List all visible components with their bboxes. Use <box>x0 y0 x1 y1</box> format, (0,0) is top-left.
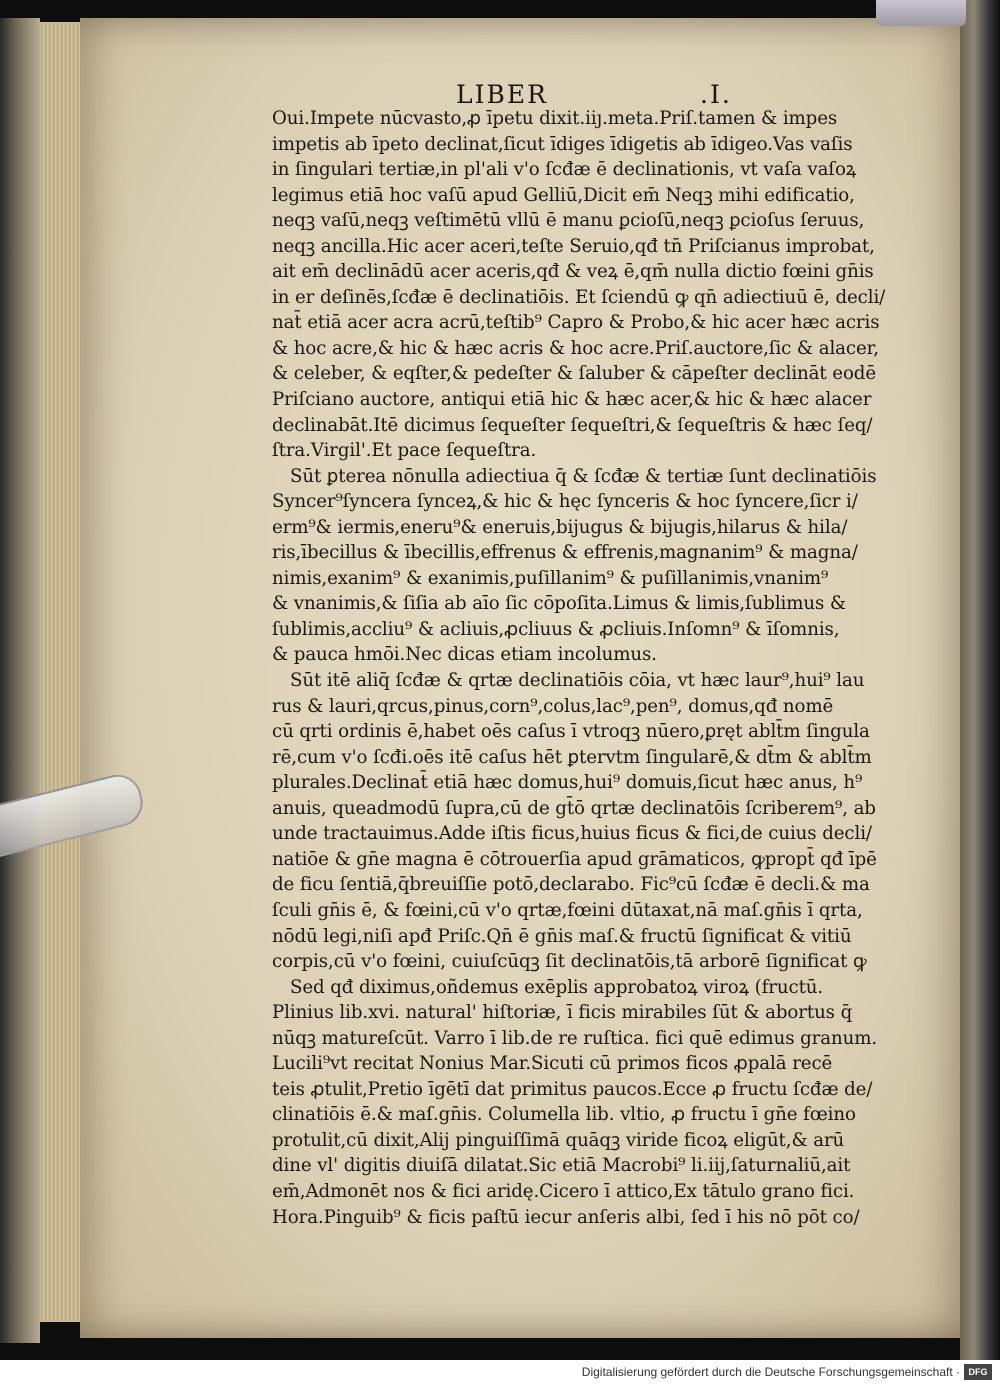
text-line: corpis,cū v'o fœini, cuiuſcūqꝫ ſit declinatōis,tā arborē ſignificat ꝙ <box>272 951 867 973</box>
text-line: nimis,exanim⁹ & exanimis,puſillanim⁹ & puſillanimis,vnanim⁹ <box>272 567 829 589</box>
text-line: impetis ab īpeto declinat,ſicut īdiges īdigetis ab īdigeo.Vas vaſis <box>272 133 853 155</box>
text-line: in er deſinēs,ſcđæ ē declinatiōis. Et ſciendū ꝙ qn̄ adiectiuū ē, decli/ <box>272 286 886 308</box>
text-line: declinabāt.Itē dicimus ſequeſter ſequeſtri,& ſequeſtris & hæc ſeq/ <box>272 414 873 436</box>
footer-credit: Digitalisierung gefördert durch die Deutsche Forschungsgemeinschaft · <box>581 1365 960 1379</box>
running-head-folio: .I. <box>700 80 732 109</box>
text-line: & pauca hmōi.Nec dicas etiam incolumus. <box>272 644 657 666</box>
left-cover-edge <box>0 18 40 1343</box>
text-line: nūqꝫ matureſcūt. Varro ī lib.de re ruſtica. fici quē edimus granum. <box>272 1027 878 1049</box>
text-line: teis ꝓtulit,Pretio īgētī dat primitus paucos.Ecce ꝓ fructu ſcđæ de/ <box>272 1078 873 1100</box>
text-line: erm⁹& iermis,eneru⁹& eneruis,bijugus & bijugis,hilarus & hila/ <box>272 516 848 538</box>
bookmark-ribbon <box>876 0 966 26</box>
text-line: cū qrti ordinis ē,habet oēs caſus ī vtroqꝫ nūero,ꝑręt ablt̄m ſingula <box>272 721 870 743</box>
text-line: ſtra.Virgil'.Et pace ſequeſtra. <box>272 440 537 462</box>
footer-bar <box>0 1360 1000 1385</box>
text-line: protulit,cū dixit,Alij pinguiſſimā quāqꝫ viride ficoꝝ eligūt,& arū <box>272 1129 845 1151</box>
text-line: unde tractauimus.Adde iſtis ficus,huius ficus & fici,de cuius decli/ <box>272 823 872 845</box>
text-line: nat̄ etiā acer acra acrū,teſtib⁹ Capro & Probo,& hic acer hæc acris <box>272 312 880 334</box>
text-line: anuis, queadmodū ſupra,cū de gt̄ō qrtæ declinatōis ſcriberem⁹, ab <box>272 797 876 819</box>
text-line: rus & lauri,qrcus,pinus,corn⁹,colus,lac⁹,pen⁹, domus,qđ nomē <box>272 695 834 717</box>
text-line: plurales.Declinat̄ etiā hæc domus,hui⁹ domuis,ſicut hæc anus, h⁹ <box>272 772 863 794</box>
text-line: nōdū legi,niſi apđ Priſc.Qn̄ ē gn̄is maſ.& fructū ſignificat & vitiū <box>272 925 852 947</box>
text-line: natiōe & gn̄e magna ē cōtrouerſia apud grāmaticos, ꝙpropt̄ qđ īpē <box>272 848 877 870</box>
text-line: Sūt itē aliq̄ ſcđæ & qrtæ declinatiōis cōia, vt hæc laur⁹,hui⁹ lau <box>290 670 865 692</box>
text-line: Hora.Pinguib⁹ & ficis paſtū iecur anſeris albi, ſed ī his nō pōt co/ <box>272 1206 860 1228</box>
text-line: neqꝫ vaſū,neqꝫ veſtimētū vllū ē manu ꝑcioſū,neqꝫ ꝑcioſus ſeruus, <box>272 210 865 232</box>
text-line: ris,ībecillus & ībecillis,effrenus & effrenis,magnanim⁹ & magna/ <box>272 542 858 564</box>
text-line: legimus etiā hoc vaſū apud Gelliū,Dicit em̄ Neqꝫ mihi edificatio, <box>272 184 855 206</box>
text-line: & hoc acre,& hic & hæc acris & hoc acre.Priſ.auctore,ſic & alacer, <box>272 337 879 359</box>
text-line: Sed qđ diximus,oñdemus exēplis approbatoꝝ viroꝝ (fructū. <box>290 976 824 998</box>
text-line: de ficu ſentiā,q̄breuiſſie potō,declarabo. Fic⁹cū ſcđæ ē decli.& ma <box>272 874 870 896</box>
text-line: ſublimis,accliu⁹ & acliuis,ꝓcliuus & ꝓcliuis.Inſomn⁹ & īſomnis, <box>272 618 840 640</box>
text-line: in ſingulari tertiæ,in pl'ali v'o ſcđæ ē declinationis, vt vaſa vaſoꝝ <box>272 159 857 181</box>
text-line: & vnanimis,& ſiſia ab aīo ſic cōpoſita.Limus & limis,ſublimus & <box>272 593 847 615</box>
book-spine <box>960 0 1000 1360</box>
text-line: em̄,Admonēt nos & fici aridę.Cicero ī attico,Ex tātulo grano fici. <box>272 1180 855 1202</box>
text-line: Oui.Impete nūcvasto,ꝓ īpetu dixit.iiȷ.meta.Priſ.tamen & impes <box>272 108 838 129</box>
text-line: & celeber, & eqſter,& pedeſter & ſaluber & cāpeſter declināt eodē <box>272 363 877 385</box>
text-line: clinatiōis ē.& maſ.gn̄is. Columella lib. vltio, ꝓ fructu ī gn̄e fœino <box>272 1104 856 1126</box>
text-line: Sūt ꝑterea nōnulla adiectiua q̄ & ſcđæ & tertiæ ſunt declinatiōis <box>290 465 877 487</box>
text-line: ſculi gn̄is ē, & fœini,cū v'o qrtæ,fœini dūtaxat,nā maſ.gn̄is ī qrta, <box>272 899 863 921</box>
text-column <box>272 106 922 1230</box>
dfg-logo: DFG <box>964 1364 992 1380</box>
text-line: Lucili⁹vt recitat Nonius Mar.Sicuti cū primos ficos ꝓpalā recē <box>272 1053 833 1075</box>
text-line: Priſciano auctore, antiqui etiā hic & hæc acer,& hic & hæc alacer <box>272 389 872 411</box>
running-head-title: LIBER <box>456 80 548 109</box>
text-line: ait em̄ declinādū acer aceris,qđ & veꝝ ē,qm̄ nulla dictio fœini gn̄is <box>272 261 874 283</box>
text-line: Plinius lib.xvi. natural' hiſtoriæ, ī ficis mirabiles ſūt & abortus q̄ <box>272 1002 853 1024</box>
text-line: Syncer⁹ſyncera ſynceꝝ,& hic & hęc ſynceris & hoc ſyncere,ſicr i/ <box>272 491 858 513</box>
text-line: neqꝫ ancilla.Hic acer aceri,teſte Seruio,qđ tn̄ Priſcianus improbat, <box>272 235 875 257</box>
text-line: rē,cum v'o ſcđi.oēs itē caſus hēt ꝑtervtm ſingularē,& dt̄m & ablt̄m <box>272 746 872 768</box>
text-line: dine vl' digitis diuiſā dilatat.Sic etiā Macrobi⁹ li.iij,ſaturnaliū,ait <box>272 1155 851 1177</box>
